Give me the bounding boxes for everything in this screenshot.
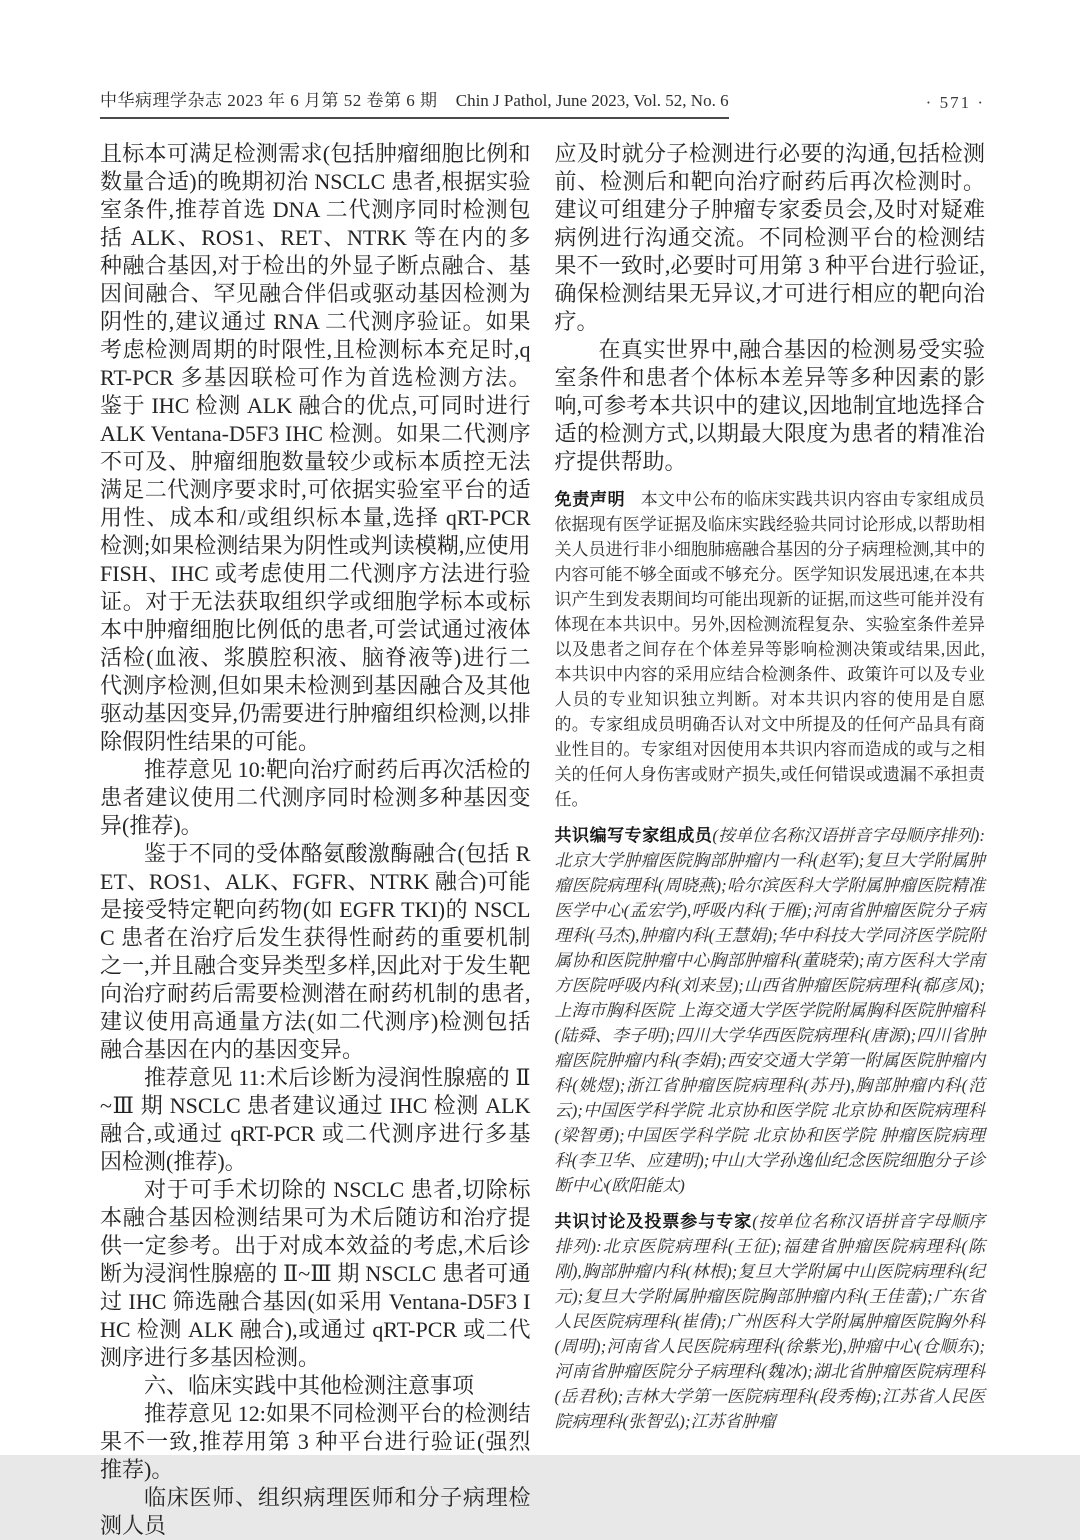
body-paragraph: 临床医师、组织病理医师和分子病理检测人员 [100,1485,531,1538]
disclaimer-text: 本文中公布的临床实践共识内容由专家组成员依据现有医学证据及临床实践经验共同讨论形成,以帮助相关人员进行非小细胞肺癌融合基因的分子病理检测,其中的内容可能不够全面或不够充分。医学知识发展迅速,在本共识产生到发表期间均可能出现新的证据,而这些可能并没有体现在本共识中。另外,因检测流程复杂、实验室条件差异以及患者之间存在个体差异等影响检测决策或结果,因此,本共识中内容的采用应结合检测条件、政策许可以及专业人员的专业知识独立判断。对本共识内容的使用是自愿的。专家组成员明确否认对文中所提及的任何产品具有商业性目的。专家组对因使用本共识内容而造成的或与之相关的任何人身伤害或财产损失,或任何错误或遗漏不承担责任。 [554,490,986,809]
voting-experts-label: 共识讨论及投票参与专家 [554,1212,753,1231]
body-paragraph: 鉴于不同的受体酪氨酸激酶融合(包括 RET、ROS1、ALK、FGFR、NTRK 融合)可能是接受特定靶向药物(如 EGFR TKI)的 NSCLC 患者在治疗后发生获得性耐药的重要机制之一,并且融合变异类型多样,因此对于发生靶向治疗耐药后需要检测潜在耐药机制的患者,建议使用高通量方法(如二代测序)检测包括融合基因在内的基因变异。 [100,841,531,1062]
voting-experts-section [555,1209,986,1434]
left-column [100,140,531,1540]
body-paragraph: 且标本可满足检测需求(包括肿瘤细胞比例和数量合适)的晚期初治 NSCLC 患者,根据实验室条件,推荐首选 DNA 二代测序同时检测包括 ALK、ROS1、RET、NTRK 等在内的多种融合基因,对于检出的外显子断点融合、基因间融合、罕见融合伴侣或驱动基因检测为阴性的,建议通过 RNA 二代测序验证。如果考虑检测周期的时限性,且检测标本充足时,qRT-PCR 多基因联检可作为首选检测方法。鉴于 IHC 检测 ALK 融合的优点,可同时进行 ALK Ventana-D5F3 IHC 检测。如果二代测序不可及、肿瘤细胞数量较少或标本质控无法满足二代测序要求时,可依据实验室平台的适用性、成本和/或组织标本量,选择 qRT-PCR 检测;如果检测结果为阴性或判读模糊,应使用 FISH、IHC 或考虑使用二代测序方法进行验证。对于无法获取组织学或细胞学标本或标本中肿瘤细胞比例低的患者,可尝试通过液体活检(血液、浆膜腔积液、脑脊液等)进行二代测序检测,但如果未检测到基因融合及其他驱动基因变异,仍需要进行肿瘤组织检测,以排除假阴性结果的可能。 [100,141,531,754]
writing-group-label: 共识编写专家组成员 [554,826,713,845]
recommendation-10: 推荐意见 10:靶向治疗耐药后再次活检的患者建议使用二代测序同时检测多种基因变异(推荐)。 [100,757,531,838]
voting-experts-paragraph [555,1209,986,1434]
voting-experts-members: 北京医院病理科(王征);福建省肿瘤医院病理科(陈刚),胸部肿瘤内科(林根);复旦大学附属中山医院病理科(纪元);复旦大学附属肿瘤医院胸部肿瘤内科(王佳蕾);广东省人民医院病理科(崔倩);广州医科大学附属肿瘤医院胸外科(周明);河南省人民医院病理科(徐紫光),肿瘤中心(仓顺东);河南省肿瘤医院分子病理科(魏冰);湖北省肿瘤医院病理科(岳君秋);吉林大学第一医院病理科(段秀梅);江苏省人民医院病理科(张智弘);江苏省肿瘤 [554,1237,985,1431]
writing-group-paragraph [555,823,986,1198]
disclaimer-label: 免责声明 [554,490,626,509]
body-paragraph: 在真实世界中,融合基因的检测易受实验室条件和患者个体标本差异等多种因素的影响,可参考本共识中的建议,因地制宜地选择合适的检测方式,以期最大限度为患者的精准治疗提供帮助。 [554,337,985,474]
journal-title [100,86,729,119]
body-paragraph: 对于可手术切除的 NSCLC 患者,切除标本融合基因检测结果可为术后随访和治疗提供一定参考。出于对成本效益的考虑,术后诊断为浸润性腺癌的 Ⅱ~Ⅲ 期 NSCLC 患者可通过 IHC 筛选融合基因(如采用 Ventana-D5F3 IHC 检测 ALK 融合),或通过 qRT-PCR 或二代测序进行多基因检测。 [100,1177,531,1370]
writing-group-sort-note: (按单位名称汉语拼音字母顺序排列): [712,826,986,845]
journal-title-english: Chin J Pathol, June 2023, Vol. 52, No. 6 [455,91,729,110]
body-paragraph: 应及时就分子检测进行必要的沟通,包括检测前、检测后和靶向治疗耐药后再次检测时。建议可组建分子肿瘤专家委员会,及时对疑难病例进行沟通交流。不同检测平台的检测结果不一致时,必要时可用第 3 种平台进行验证,确保检测结果无异议,才可进行相应的靶向治疗。 [554,141,985,334]
running-head [100,86,985,119]
section-heading-six: 六、临床实践中其他检测注意事项 [144,1373,475,1398]
right-column-main-text [555,140,986,476]
writing-group-section [555,823,986,1198]
page-number: · 571 · [925,93,985,112]
right-column [555,140,986,1540]
page-body [100,140,985,1540]
voting-experts-sort-note: (按单位名称汉语拼音字母顺序排列): [554,1212,985,1256]
journal-title-chinese: 中华病理学杂志 2023 年 6 月第 52 卷第 6 期 [100,91,438,110]
writing-group-members: 北京大学肿瘤医院胸部肿瘤内一科(赵军);复旦大学附属肿瘤医院病理科(周晓燕);哈尔滨医科大学附属肿瘤医院精准医学中心(孟宏学),呼吸内科(于雁);河南省肿瘤医院分子病理科(马杰),肿瘤内科(王慧娟);华中科技大学同济医学院附属协和医院肿瘤中心胸部肿瘤科(董晓荣);南方医科大学南方医院呼吸内科(刘来昱);山西省肿瘤医院病理科(郗彦凤);上海市胸科医院 上海交通大学医学院附属胸科医院肿瘤科(陆舜、李子明);四川大学华西医院病理科(唐源);四川省肿瘤医院肿瘤内科(李娟);西安交通大学第一附属医院肿瘤内科(姚煜);浙江省肿瘤医院病理科(苏丹),胸部肿瘤内科(范云);中国医学科学院 北京协和医学院 北京协和医院病理科(梁智勇);中国医学科学院 北京协和医学院 肿瘤医院病理科(李卫华、应建明);中山大学孙逸仙纪念医院细胞分子诊断中心(欧阳能太) [554,851,985,1195]
disclaimer-paragraph [555,487,986,812]
disclaimer-section [555,487,986,812]
recommendation-12: 推荐意见 12:如果不同检测平台的检测结果不一致,推荐用第 3 种平台进行验证(强烈推荐)。 [100,1401,531,1482]
recommendation-11: 推荐意见 11:术后诊断为浸润性腺癌的 Ⅱ~Ⅲ 期 NSCLC 患者建议通过 IHC 检测 ALK 融合,或通过 qRT-PCR 或二代测序进行多基因检测(推荐)。 [100,1065,531,1174]
